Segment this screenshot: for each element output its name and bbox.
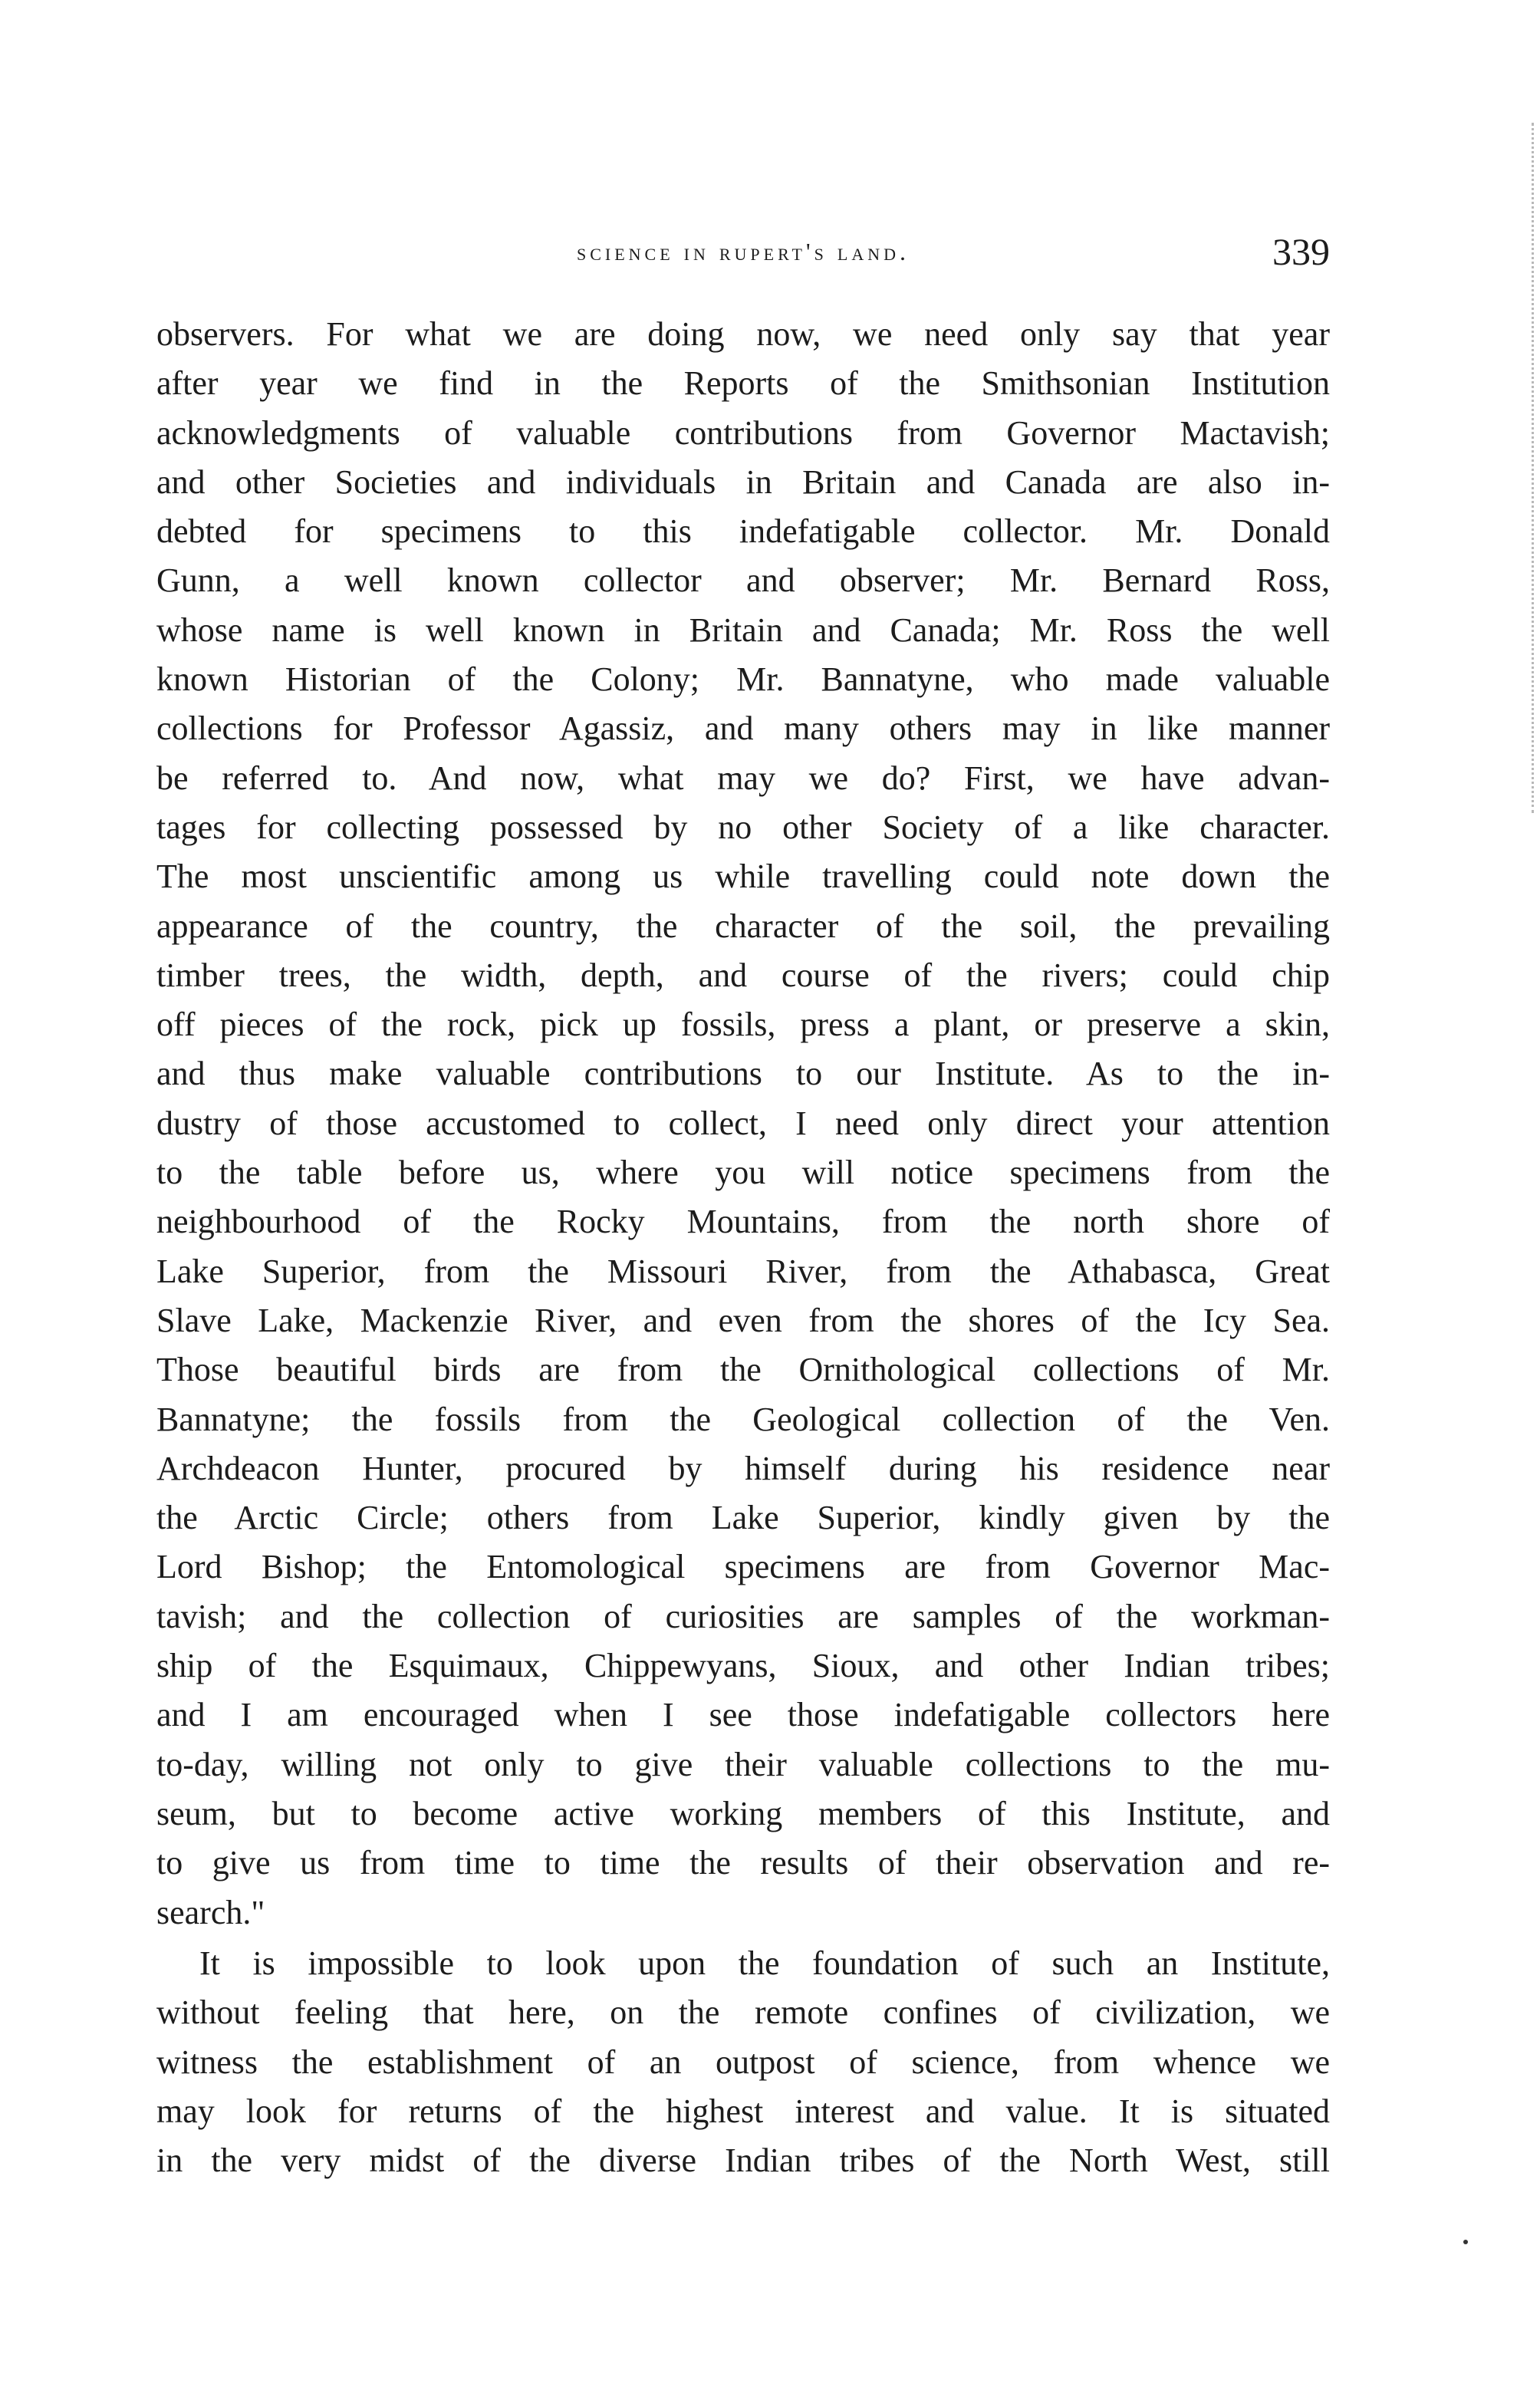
text-line: to-day, willing not only to give their valuable collections to the mu- xyxy=(156,1745,1330,1783)
text-line: appearance of the country, the character of the soil, the prevailing xyxy=(156,907,1330,945)
text-line: Slave Lake, Mackenzie River, and even from the shores of the Icy Sea. xyxy=(156,1301,1330,1339)
text-line: tages for collecting possessed by no other Society of a like character. xyxy=(156,808,1330,846)
text-line: to the table before us, where you will notice specimens from the xyxy=(156,1154,1330,1192)
text-line: to give us from time to time the results of their observation and re- xyxy=(156,1844,1330,1882)
paragraph-2 xyxy=(156,1939,1330,2185)
text-line: Gunn, a well known collector and observer; Mr. Bernard Ross, xyxy=(156,561,1330,600)
text-line: tavish; and the collection of curiosities are samples of the workman- xyxy=(156,1597,1330,1635)
text-line: search." xyxy=(156,1893,265,1931)
running-head xyxy=(156,227,1330,276)
running-title: science in rupert's land. xyxy=(576,238,910,265)
text-line: debted for specimens to this indefatigable collector. Mr. Donald xyxy=(156,512,1330,551)
text-line: dustry of those accustomed to collect, I need only direct your attention xyxy=(156,1104,1330,1142)
text-line: timber trees, the width, depth, and course of the rivers; could chip xyxy=(156,956,1330,994)
text-line: and I am encouraged when I see those indefatigable collectors here xyxy=(156,1696,1330,1734)
text-line: witness the establishment of an outpost of science, from whence we xyxy=(156,2043,1330,2081)
text-line: Those beautiful birds are from the Ornithological collections of Mr. xyxy=(156,1351,1330,1389)
text-line: collections for Professor Agassiz, and many others may in like manner xyxy=(156,709,1330,748)
stray-dot-mark xyxy=(1463,2240,1468,2244)
page-number: 339 xyxy=(1272,230,1330,273)
text-line: Archdeacon Hunter, procured by himself during his residence near xyxy=(156,1449,1330,1487)
text-line: acknowledgments of valuable contributions from Governor Mactavish; xyxy=(156,413,1330,452)
text-line: be referred to. And now, what may we do? First, we have advan- xyxy=(156,759,1330,797)
text-line: observers. For what we are doing now, we need only say that year xyxy=(156,315,1330,353)
text-line: whose name is well known in Britain and Canada; Mr. Ross the well xyxy=(156,611,1330,649)
text-line: off pieces of the rock, pick up fossils, press a plant, or preserve a skin, xyxy=(156,1006,1330,1044)
text-line: Bannatyne; the fossils from the Geological collection of the Ven. xyxy=(156,1400,1330,1438)
text-line: Lord Bishop; the Entomological specimens are from Governor Mac- xyxy=(156,1548,1330,1586)
text-line: seum, but to become active working members of this Institute, and xyxy=(156,1794,1330,1832)
text-line: and thus make valuable contributions to our Institute. As to the in- xyxy=(156,1055,1330,1093)
text-line: after year we find in the Reports of the Smithsonian Institution xyxy=(156,364,1330,403)
text-line: The most unscientific among us while travelling could note down the xyxy=(156,858,1330,896)
text-line: known Historian of the Colony; Mr. Bannatyne, who made valuable xyxy=(156,660,1330,699)
text-line: neighbourhood of the Rocky Mountains, from the north shore of xyxy=(156,1203,1330,1241)
text-line: in the very midst of the diverse Indian tribes of the North West, still xyxy=(156,2142,1330,2180)
text-line: It is impossible to look upon the foundation of such an Institute, xyxy=(199,1944,1330,1982)
text-line: and other Societies and individuals in Britain and Canada are also in- xyxy=(156,463,1330,501)
text-line: may look for returns of the highest interest and value. It is situated xyxy=(156,2092,1330,2130)
text-line: Lake Superior, from the Missouri River, from the Athabasca, Great xyxy=(156,1252,1330,1290)
text-line: without feeling that here, on the remote confines of civilization, we xyxy=(156,1993,1330,2032)
page-edge-marks xyxy=(1529,123,1534,813)
paragraph-1 xyxy=(156,310,1330,1937)
text-line: the Arctic Circle; others from Lake Superior, kindly given by the xyxy=(156,1499,1330,1537)
text-line: ship of the Esquimaux, Chippewyans, Sioux, and other Indian tribes; xyxy=(156,1647,1330,1685)
